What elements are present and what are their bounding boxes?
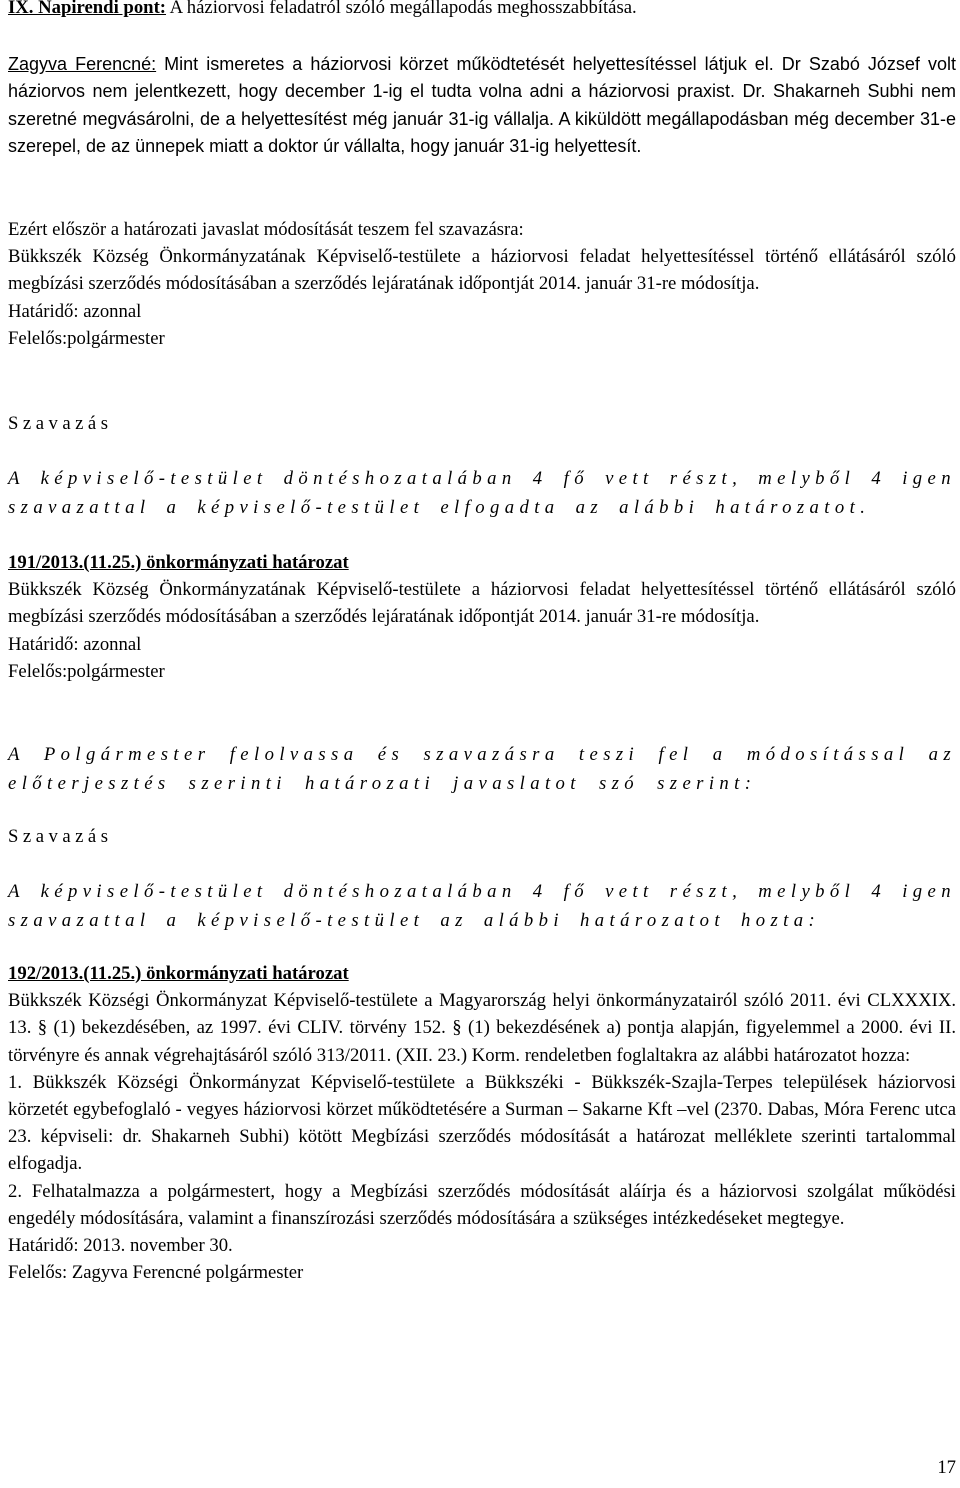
- proposal-lead: Ezért először a határozati javaslat módosítását teszem fel szavazásra:: [8, 219, 524, 240]
- proposal-deadline: Határidő: azonnal: [8, 300, 142, 322]
- resolution-191-responsible: Felelős:polgármester: [8, 660, 165, 682]
- resolution-192: [8, 960, 956, 1286]
- proposal-body: Bükkszék Község Önkormányzatának Képviselő-testülete a háziorvosi feladat helyettesítéssel történő ellátásáról szóló megbízási szerződés módosításában a szerződés lejáratának időpontját 2014. január 31-re módosítja.: [8, 246, 956, 295]
- vote1-result: A képviselő-testület döntéshozatalában 4 fő vett részt, melyből 4 igen szavazattal a képviselő-testület elfogadta az alábbi határozatot.: [8, 468, 956, 518]
- proposal-block: [8, 216, 956, 352]
- page-number: 17: [937, 1457, 956, 1478]
- resolution-191-number: 191/2013.(11.25.) önkormányzati határozat: [8, 552, 349, 573]
- intro-text-1: Mint ismeretes a háziorvosi körzet működtetését helyettesítéssel látjuk el. Dr Szabó József volt háziorvos nem jelentkezett, hogy december 1-ig el tudta volna adni a háziorvosi praxist. Dr. Shakarneh Subhi nem szeretné megvásárolni, de a helyettesítést még január 31-ig vállalja.: [8, 54, 956, 129]
- vote1-heading: Szavazás: [8, 413, 113, 434]
- resolution-191: [8, 549, 956, 685]
- intro-text-2: A kiküldött megállapodásban még december 31-e szerepel, de az ünnepek miatt a doktor úr vállalta, hogy január 31-ig helyettesít.: [8, 108, 956, 157]
- vote2-heading: Szavazás: [8, 826, 113, 847]
- proposal-responsible: Felelős:polgármester: [8, 327, 165, 349]
- section-title: A háziorvosi feladatról szóló megállapodás meghosszabbítása.: [169, 0, 637, 18]
- section-heading: [8, 0, 956, 21]
- resolution-192-deadline: Határidő: 2013. november 30.: [8, 1235, 233, 1257]
- resolution-192-point-2: 2. Felhatalmazza a polgármestert, hogy a Megbízási szerződés módosítását aláírja és a háziorvosi szolgálat működési engedély módosítására, valamint a finanszírozási szerződés módosítására a szükséges intézkedéseket megtegye.: [8, 1180, 956, 1229]
- vote2-result: A képviselő-testület döntéshozatalában 4 fő vett részt, melyből 4 igen szavazattal a képviselő-testület az alábbi határozatot hozta:: [8, 881, 956, 931]
- resolution-192-preamble: Bükkszék Községi Önkormányzat Képviselő-testülete a Magyarország helyi önkormányzatairól szóló 2011. évi CLXXXIX. 13. § (1) bekezdésében, az 1997. évi CLIV. törvény 152. § (1) bekezdésének a) pontja alapján, figyelemmel a 2000. évi II. törvényre és annak végrehajtásáról szóló 313/2011. (XII. 23.) Korm. rendeletben foglaltakra az alábbi határozatot hozza:: [8, 990, 956, 1066]
- resolution-191-deadline: Határidő: azonnal: [8, 633, 142, 655]
- intro-paragraph: [8, 51, 956, 161]
- reading-text: A Polgármester felolvassa és szavazásra teszi fel a módosítással az előterjesztés szerinti határozati javaslatot szó szerint:: [8, 744, 956, 794]
- speaker-name: Zagyva Ferencné:: [8, 54, 157, 74]
- section-label: IX. Napirendi pont:: [8, 0, 167, 18]
- resolution-192-point-1: 1. Bükkszék Községi Önkormányzat Képviselő-testülete a Bükkszéki - Bükkszék-Szajla-Terpes települések háziorvosi körzetét egybefoglaló - vegyes háziorvosi körzet működtetésére a Surman – Sakarne Kft –vel (2370. Dabas, Móra Ferenc utca 23. képviseli: dr. Shakarneh Subhi) kötött Megbízási szerződés módosítását a határozat melléklete szerinti tartalommal elfogadja.: [8, 1071, 956, 1175]
- resolution-192-responsible: Felelős: Zagyva Ferencné polgármester: [8, 1262, 304, 1284]
- resolution-191-body: Bükkszék Község Önkormányzatának Képviselő-testülete a háziorvosi feladat helyettesítéssel történő ellátásáról szóló megbízási szerződés módosításában a szerződés lejáratának időpontját 2014. január 31-re módosítja.: [8, 579, 956, 628]
- resolution-192-number: 192/2013.(11.25.) önkormányzati határozat: [8, 963, 349, 984]
